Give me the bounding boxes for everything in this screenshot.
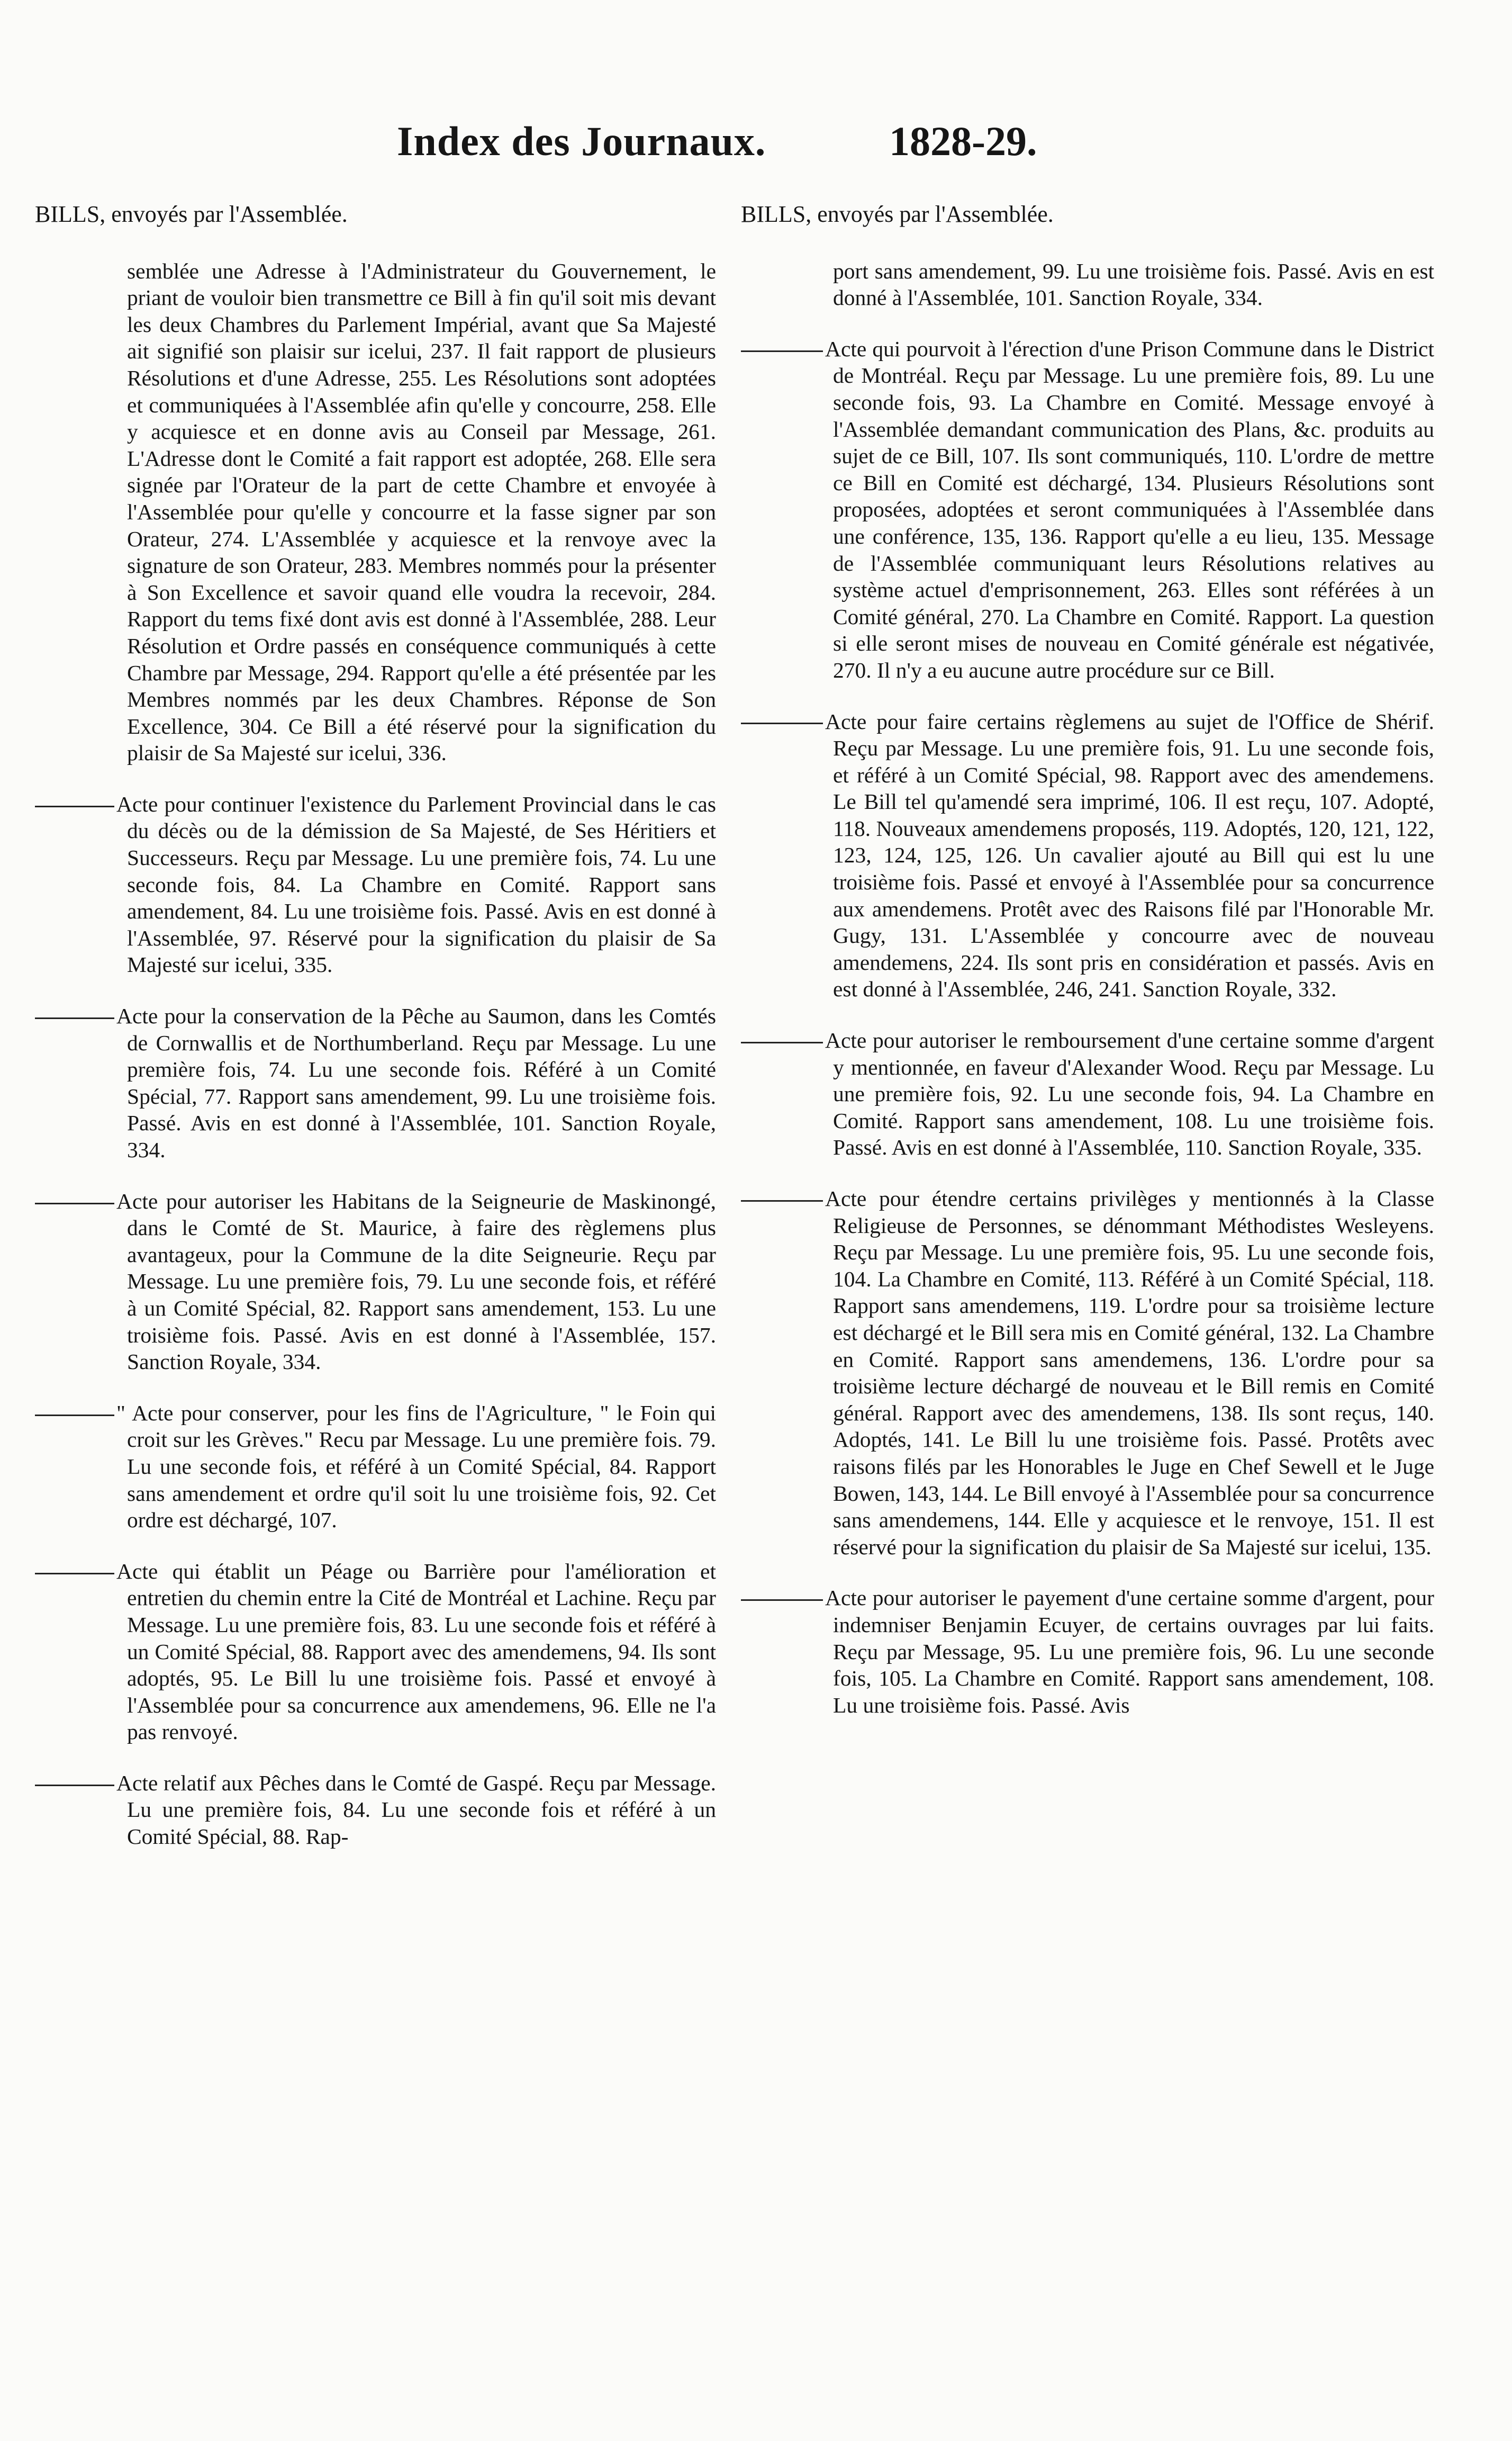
index-entry (35, 1558, 716, 1745)
index-entry (741, 1185, 1434, 1560)
entry-text: Acte pour continuer l'existence du Parlement Provincial dans le cas du décès ou de la démission de Sa Majesté, de Ses Héritiers et Successeurs. Reçu par Message. Lu une première fois, 74. Lu une seconde fois, 84. La Chambre en Comité. Rapport sans amendement, 84. Lu une troisième fois. Passé. Avis en est donné à l'Assemblée, 97. Réservé pour la signification du plaisir de Sa Majesté sur icelui, 335. (116, 791, 716, 977)
entry-dash (741, 1200, 823, 1202)
index-entry (35, 1188, 716, 1375)
entry-dash (741, 723, 823, 724)
left-column-heading: BILLS, envoyés par l'Assemblée. (35, 201, 348, 227)
entry-text: Acte pour la conservation de la Pêche au Saumon, dans les Comtés de Cornwallis et de Northumberland. Reçu par Message. Lu une première fois, 74. Lu une seconde fois. Référé à un Comité Spécial, 77. Rapport sans amendement, 99. Lu une troisième fois. Passé. Avis en est donné à l'Assemblée, 101. Sanction Royale, 334. (116, 1004, 716, 1162)
entry-dash (35, 1573, 114, 1574)
index-entry (741, 1027, 1434, 1161)
entry-text: Acte pour faire certains règlemens au sujet de l'Office de Shérif. Reçu par Message. Lu une première fois, 91. Lu une seconde fois, et référé à un Comité Spécial, 98. Rapport avec des amendemens. Le Bill tel qu'amendé sera imprimé, 106. Il est reçu, 107. Adopté, 118. Nouveaux amendemens proposés, 119. Adoptés, 120, 121, 122, 123, 124, 125, 126. Un cavalier ajouté au Bill qui est lu une troisième fois. Passé et envoyé à l'Assemblée pour sa concurrence aux amendemens. Protêt avec des Raisons filé par l'Honorable Mr. Gugy, 131. L'Assemblée y concourre avec de nouveau amendemens, 224. Ils sont pris en considération et passés. Avis en est donné à l'Assemblée, 246, 241. Sanction Royale, 332. (825, 709, 1434, 1002)
entry-text: Acte pour autoriser le remboursement d'une certaine somme d'argent y mentionnée, en faveur d'Alexander Wood. Reçu par Message. Lu une première fois, 92. Lu une seconde fois, 94. La Chambre en Comité. Rapport sans amendement, 108. Lu une troisième fois. Passé. Avis en est donné à l'Assemblée, 110. Sanction Royale, 335. (825, 1028, 1434, 1160)
entry-text: Acte qui établit un Péage ou Barrière pour l'amélioration et entretien du chemin entre la Cité de Montréal et Lachine. Reçu par Message. Lu une première fois, 83. Lu une seconde fois et référé à un Comité Spécial, 88. Rapport avec des amendemens, 94. Ils sont adoptés, 95. Le Bill lu une troisième fois. Passé et envoyé à l'Assemblée pour sa concurrence aux amendemens, 96. Elle ne l'a pas renvoyé. (116, 1559, 716, 1744)
entry-text: " Acte pour conserver, pour les fins de l'Agriculture, " le Foin qui croit sur les Grèves." Recu par Message. Lu une première fois. 79. Lu une seconde fois, et référé à un Comité Spécial, 84. Rapport sans amendement et ordre qu'il soit lu une troisième fois, 92. Cet ordre est déchargé, 107. (116, 1400, 716, 1533)
index-entry (35, 1400, 716, 1534)
left-column (35, 201, 716, 2276)
page-header (0, 118, 1512, 165)
entry-text: Acte qui pourvoit à l'érection d'une Prison Commune dans le District de Montréal. Reçu par Message. Lu une première fois, 89. Lu une seconde fois, 93. La Chambre en Comité. Message envoyé à l'Assemblée demandant communication des Plans, &c. produits au sujet de ce Bill, 107. Ils sont communiqués, 110. L'ordre de mettre ce Bill en Comité est déchargé, 134. Plusieurs Résolutions sont proposées, adoptées et seront communiquées à l'Assemblée dans une conférence, 135, 136. Rapport qu'elle a eu lieu, 135. Message de l'Assemblée communiquant leurs Résolutions relatives au système actuel d'emprisonnement, 263. Elles sont référées à un Comité général, 270. La Chambre en Comité. Rapport. La question si elle seront mises de nouveau en Comité générale est négativée, 270. Il n'y a eu aucune autre procédure sur ce Bill. (825, 336, 1434, 682)
entry-dash (35, 1415, 114, 1416)
page-year: 1828-29. (889, 118, 1037, 164)
entry-dash (35, 1017, 114, 1019)
entry-text: semblée une Adresse à l'Administrateur du Gouvernement, le priant de vouloir bien transmettre ce Bill à fin qu'il soit mis devant les deux Chambres du Parlement Impérial, avant que Sa Majesté ait signifié son plaisir sur icelui, 237. Il fait rapport de plusieurs Résolutions et d'une Adresse, 255. Les Résolutions sont adoptées et communiquées à l'Assemblée afin qu'elle y concourre, 258. Elle y acquiesce et en donne avis au Conseil par Message, 261. L'Adresse dont le Comité a fait rapport est adoptée, 268. Elle sera signée par l'Orateur de la part de cette Chambre et envoyée à l'Assemblée pour qu'elle y concourre et la fasse signer par son Orateur, 274. L'Assemblée y acquiesce et la renvoye avec la signature de son Orateur, 283. Membres nommés pour la présenter à Son Excellence et savoir quand elle voudra la recevoir, 284. Rapport du tems fixé dont avis est donné à l'Assemblée, 288. Leur Résolution et Ordre passés en conséquence communiqués à cette Chambre par Message, 294. Rapport qu'elle a été présentée par les Membres nommés par les deux Chambres. Réponse de Son Excellence, 304. Ce Bill a été réservé pour la signification du plaisir de Sa Majesté sur icelui, 336. (127, 258, 716, 765)
index-entry-continuation (35, 258, 716, 767)
entry-dash (35, 1203, 114, 1204)
index-entry (35, 1003, 716, 1164)
page-title: Index des Journaux. (397, 118, 766, 164)
entry-text: port sans amendement, 99. Lu une troisième fois. Passé. Avis en est donné à l'Assemblée, 101. Sanction Royale, 334. (833, 258, 1434, 310)
index-entry-continuation (741, 258, 1434, 311)
right-column-heading: BILLS, envoyés par l'Assemblée. (741, 201, 1054, 227)
entry-dash (741, 1042, 823, 1043)
entry-dash (35, 1785, 114, 1786)
entry-text: Acte pour autoriser les Habitans de la Seigneurie de Maskinongé, dans le Comté de St. Maurice, à faire des règlemens plus avantageux, pour la Commune de la dite Seigneurie. Reçu par Message. Lu une première fois, 79. Lu une seconde fois, et référé à un Comité Spécial, 82. Rapport sans amendement, 153. Lu une troisième fois. Passé. Avis en est donné à l'Assemblée, 157. Sanction Royale, 334. (116, 1188, 716, 1374)
entry-text: Acte pour étendre certains privilèges y mentionnés à la Classe Religieuse de Personnes, se dénommant Méthodistes Wesleyens. Reçu par Message. Lu une première fois, 95. Lu une seconde fois, 104. La Chambre en Comité, 113. Référé à un Comité Spécial, 118. Rapport sans amendemens, 119. L'ordre pour sa troisième lecture est déchargé et le Bill sera mis en Comité général, 132. La Chambre en Comité. Rapport sans amendemens, 136. L'ordre pour sa troisième lecture déchargé de nouveau et le Bill remis en Comité général. Rapport avec des amendemens, 138. Ils sont reçus, 140. Adoptés, 141. Le Bill lu une troisième fois. Passé. Protêts avec raisons filés par les Honorables le Juge en Chef Sewell et le Juge Bowen, 143, 144. Le Bill envoyé à l'Assemblée pour sa concurrence sans amendemens, 144. Elle y acquiesce et le renvoye, 151. Il est réservé pour la signification du plaisir de Sa Majesté sur icelui, 135. (825, 1186, 1434, 1559)
index-entry (741, 708, 1434, 1003)
index-entry (35, 791, 716, 978)
entry-dash (741, 350, 823, 352)
right-column (741, 201, 1434, 2276)
entry-dash (741, 1599, 823, 1601)
entry-text: Acte pour autoriser le payement d'une certaine somme d'argent, pour indemniser Benjamin Ecuyer, de certains ouvrages par lui faits. Reçu par Message, 95. Lu une première fois, 96. Lu une seconde fois, 105. La Chambre en Comité. Rapport sans amendement, 108. Lu une troisième fois. Passé. Avis (825, 1586, 1434, 1717)
entry-text: Acte relatif aux Pêches dans le Comté de Gaspé. Reçu par Message. Lu une première fois, 84. Lu une seconde fois et référé à un Comité Spécial, 88. Rap- (116, 1770, 716, 1849)
index-entry (35, 1770, 716, 1850)
index-entry (741, 336, 1434, 684)
entry-dash (35, 806, 114, 807)
index-entry (741, 1584, 1434, 1718)
